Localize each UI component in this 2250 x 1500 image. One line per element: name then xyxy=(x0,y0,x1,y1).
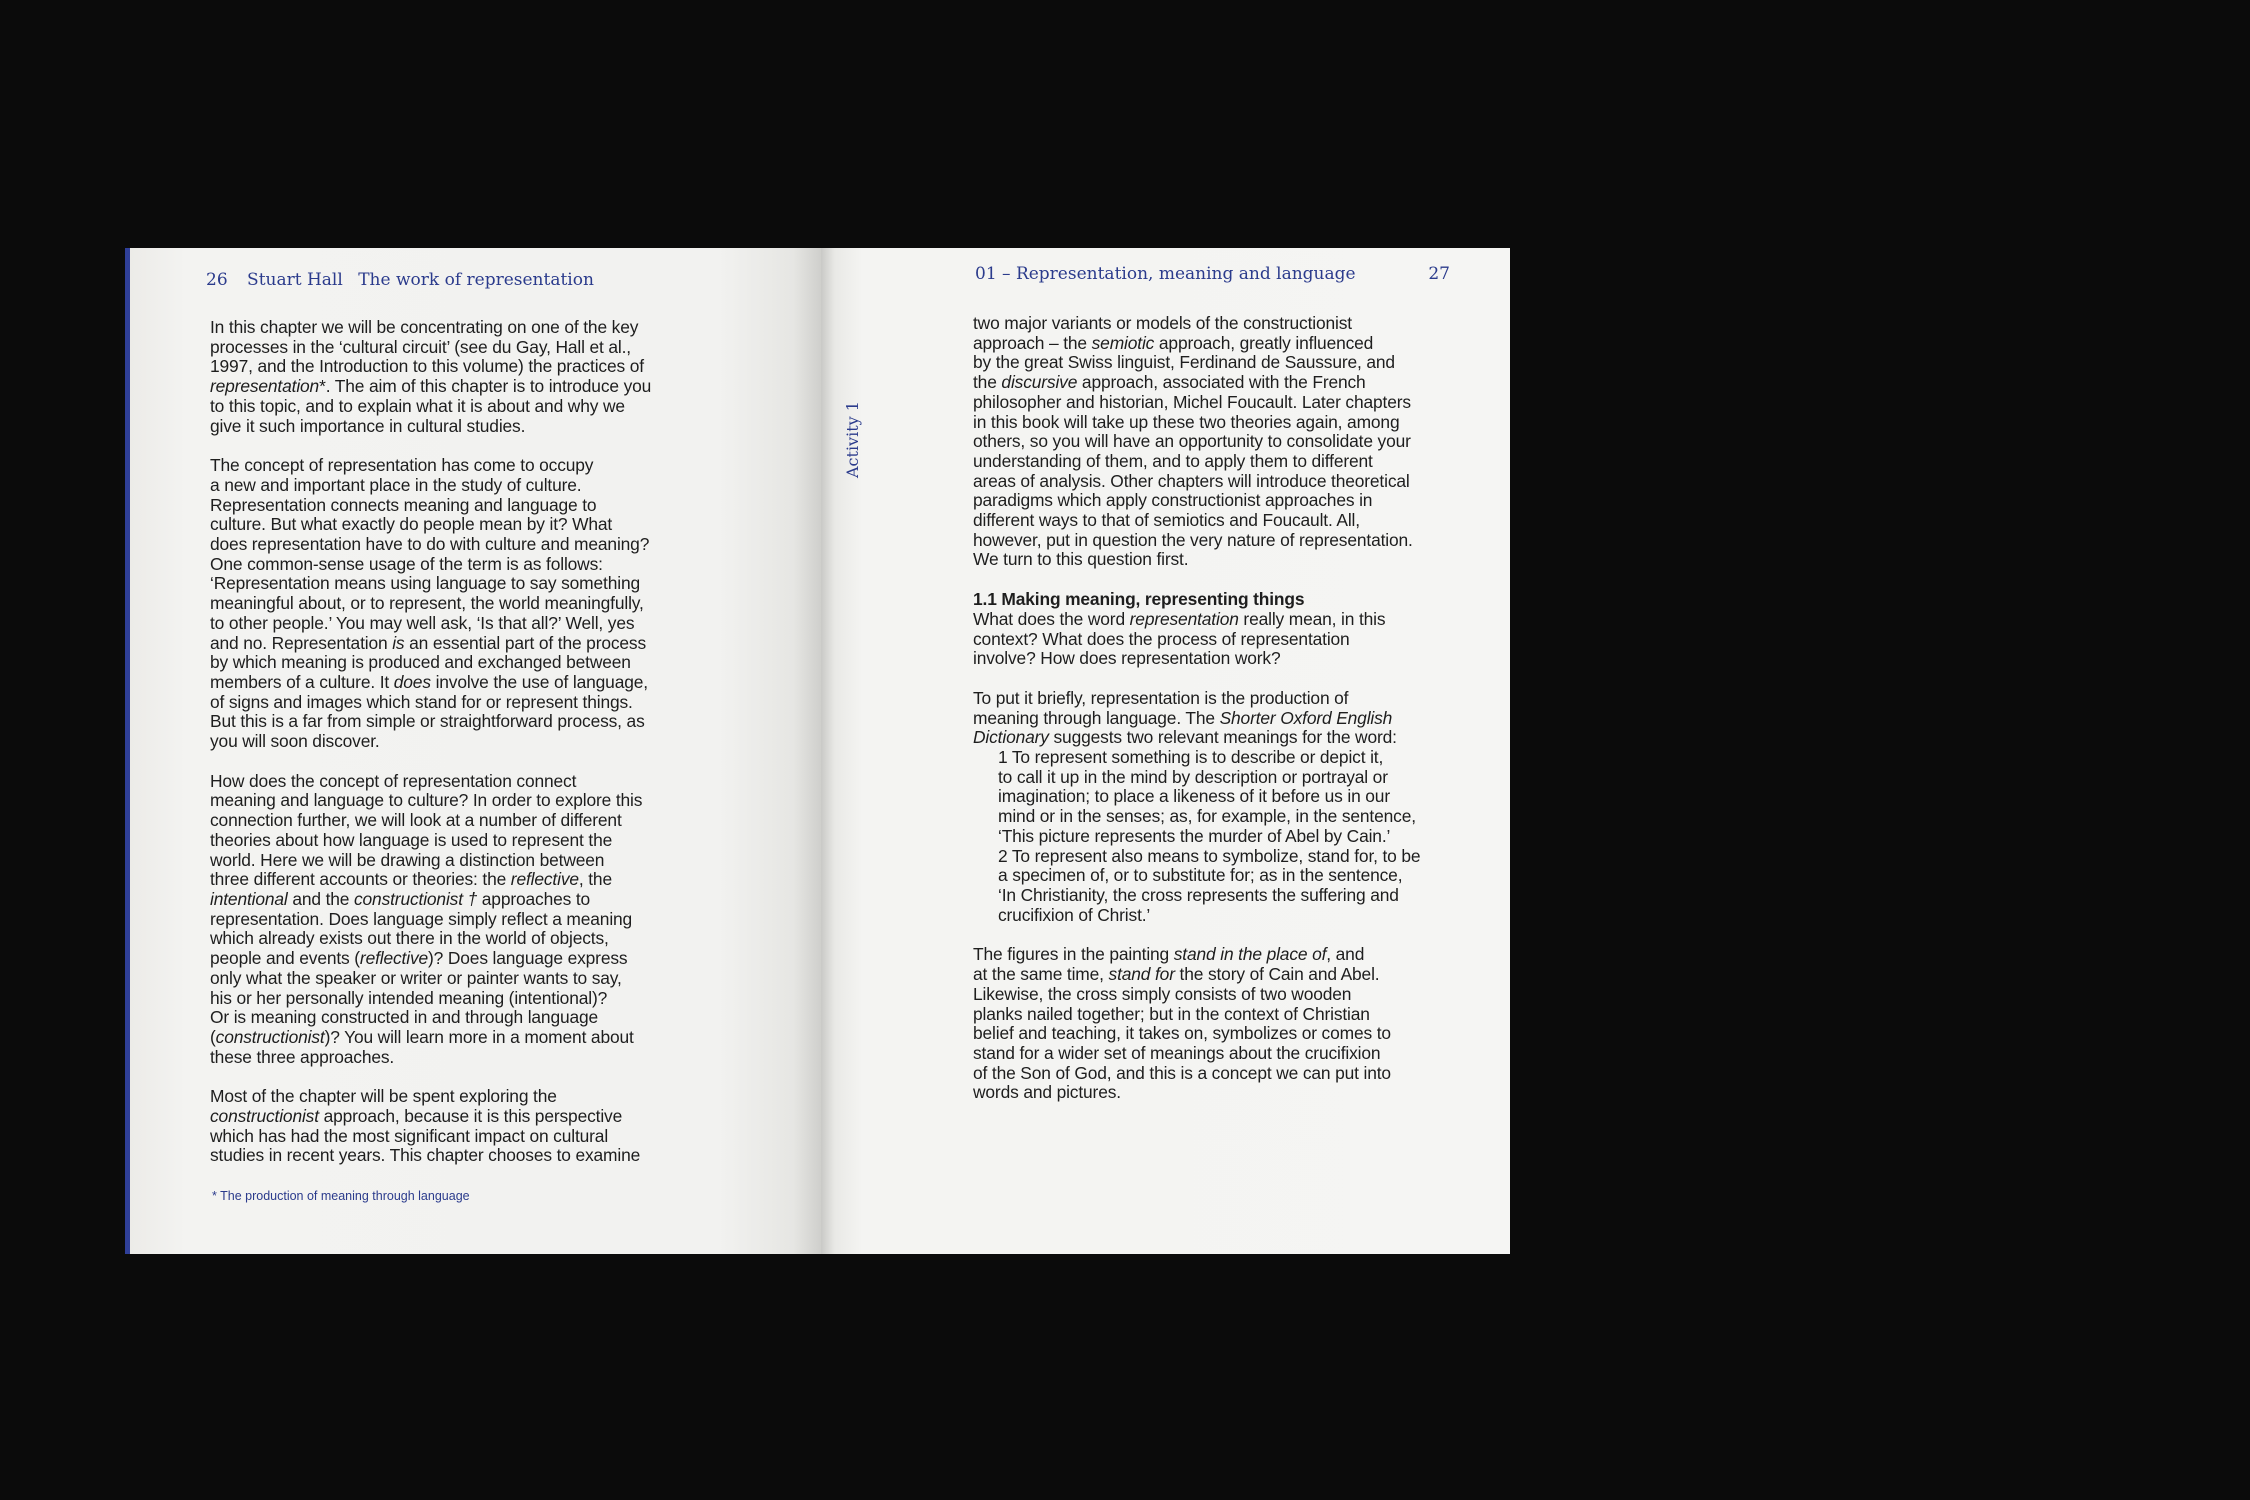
text-run: suggests two relevant meanings for the word: xyxy=(1048,727,1397,748)
text-run: context? What does the process of representation xyxy=(973,628,1350,649)
text-line xyxy=(210,574,710,594)
text-run: Most of the chapter will be spent exploring the xyxy=(210,1086,557,1107)
right-paragraph-1 xyxy=(973,314,1473,570)
text-line xyxy=(210,969,710,989)
emphasis-text: constructionist xyxy=(215,1026,325,1047)
emphasis-text: discursive xyxy=(1001,372,1078,393)
text-run: and the xyxy=(287,888,354,909)
text-run: paradigms which apply constructionist approaches in xyxy=(973,490,1373,511)
right-page-number: 27 xyxy=(1428,264,1450,284)
section-heading: 1.1 Making meaning, representing things xyxy=(973,589,1305,610)
text-run: words and pictures. xyxy=(973,1082,1121,1103)
text-line xyxy=(973,768,1473,788)
text-run: approach, greatly influenced xyxy=(1154,332,1374,353)
text-run: a new and important place in the study of culture. xyxy=(210,474,582,495)
text-run: a specimen of, or to substitute for; as in the sentence, xyxy=(998,865,1403,886)
text-line xyxy=(210,851,710,871)
text-line xyxy=(973,511,1473,531)
text-line xyxy=(973,787,1473,807)
text-line xyxy=(973,866,1473,886)
text-line xyxy=(210,1146,710,1166)
text-run: to call it up in the mind by description or portrayal or xyxy=(998,766,1388,787)
text-run: world. Here we will be drawing a distinction between xyxy=(210,849,605,870)
emphasis-text: constructionist xyxy=(210,1106,319,1127)
text-run: *. The aim of this chapter is to introduce you xyxy=(319,376,652,397)
text-run: approach – the xyxy=(973,332,1092,353)
text-run: to other people.’ You may well ask, ‘Is that all?’ Well, yes xyxy=(210,612,635,633)
text-line xyxy=(973,373,1473,393)
text-run: ‘Representation means using language to say something xyxy=(210,573,640,594)
text-run: processes in the ‘cultural circuit’ (see du Gay, Hall et al., xyxy=(210,336,631,357)
text-run: To put it briefly, representation is the production of xyxy=(973,687,1349,708)
left-paragraph-3 xyxy=(210,772,710,1068)
text-run: and no. Representation xyxy=(210,632,393,653)
text-line xyxy=(210,476,710,496)
text-line xyxy=(973,827,1473,847)
text-run: philosopher and historian, Michel Foucault. Later chapters xyxy=(973,391,1411,412)
text-line xyxy=(210,397,710,417)
text-run: 1 To represent something is to describe or depict it, xyxy=(998,747,1384,768)
text-run: ‘This picture represents the murder of Abel by Cain.’ xyxy=(998,825,1391,846)
text-run: We turn to this question first. xyxy=(973,549,1189,570)
text-run: 1997, and the Introduction to this volume) the practices of xyxy=(210,356,644,377)
text-run: But this is a far from simple or straightforward process, as xyxy=(210,711,645,732)
text-line xyxy=(973,353,1473,373)
text-line xyxy=(973,491,1473,511)
text-line xyxy=(210,1008,710,1028)
text-run: in this book will take up these two theories again, among xyxy=(973,411,1400,432)
text-line xyxy=(210,772,710,792)
text-line xyxy=(210,1048,710,1068)
text-run: , the xyxy=(578,869,612,890)
text-run: )? You will learn more in a moment about xyxy=(324,1026,634,1047)
emphasis-text: stand for xyxy=(1108,964,1175,985)
text-run: Representation connects meaning and language to xyxy=(210,494,597,515)
text-run: his or her personally intended meaning (intentional)? xyxy=(210,987,608,1008)
text-line xyxy=(210,594,710,614)
text-line xyxy=(973,886,1473,906)
text-run: stand for a wider set of meanings about the crucifixion xyxy=(973,1042,1381,1063)
text-run: representation. Does language simply reflect a meaning xyxy=(210,908,633,929)
text-line xyxy=(210,929,710,949)
text-line xyxy=(973,748,1473,768)
right-paragraph-2 xyxy=(973,590,1473,669)
text-run: the story of Cain and Abel. xyxy=(1174,964,1380,985)
text-line xyxy=(973,413,1473,433)
text-line xyxy=(973,945,1473,965)
text-line xyxy=(210,732,710,752)
text-run: What does the word xyxy=(973,608,1130,629)
text-line xyxy=(973,334,1473,354)
text-run: however, put in question the very nature of representation. xyxy=(973,529,1413,550)
text-run: does representation have to do with culture and meaning? xyxy=(210,534,650,555)
left-page-number: 26 xyxy=(206,270,228,290)
text-run: areas of analysis. Other chapters will introduce theoretical xyxy=(973,470,1410,491)
text-line xyxy=(973,393,1473,413)
text-run: planks nailed together; but in the context of Christian xyxy=(973,1003,1370,1024)
text-run: theories about how language is used to represent the xyxy=(210,829,613,850)
text-run: an essential part of the process xyxy=(404,632,647,653)
text-run: give it such importance in cultural studies. xyxy=(210,415,526,436)
text-run: members of a culture. It xyxy=(210,671,394,692)
text-run: culture. But what exactly do people mean by it? What xyxy=(210,514,613,535)
text-line xyxy=(210,811,710,831)
right-paragraph-3 xyxy=(973,689,1473,925)
text-line xyxy=(973,550,1473,570)
left-paragraph-2 xyxy=(210,456,710,752)
text-run: the xyxy=(973,372,1002,393)
text-run: these three approaches. xyxy=(210,1046,395,1067)
emphasis-text: stand in the place of xyxy=(1173,944,1327,965)
right-running-head: 01 – Representation, meaning and language xyxy=(975,264,1356,284)
text-line xyxy=(973,728,1473,748)
text-run: crucifixion of Christ.’ xyxy=(998,904,1151,925)
text-line xyxy=(210,555,710,575)
text-run: people and events ( xyxy=(210,948,360,969)
chapter-title: The work of representation xyxy=(358,270,594,290)
text-line xyxy=(210,673,710,693)
text-run: approaches to xyxy=(477,888,591,909)
text-run: understanding of them, and to apply them to different xyxy=(973,450,1373,471)
text-line xyxy=(973,985,1473,1005)
text-run: The concept of representation has come to occupy xyxy=(210,455,594,476)
text-line xyxy=(210,712,710,732)
text-line xyxy=(973,1064,1473,1084)
text-run: by the great Swiss linguist, Ferdinand de Saussure, and xyxy=(973,352,1395,373)
right-paragraph-4 xyxy=(973,945,1473,1103)
text-line xyxy=(973,452,1473,472)
emphasis-text: Shorter Oxford English xyxy=(1219,707,1393,728)
text-line xyxy=(210,1127,710,1147)
emphasis-text: constructionist † xyxy=(353,888,478,909)
text-line xyxy=(973,1005,1473,1025)
text-line xyxy=(973,709,1473,729)
text-run: meaning through language. The xyxy=(973,707,1220,728)
text-run: ( xyxy=(210,1026,216,1047)
emphasis-text: intentional xyxy=(210,888,288,909)
text-run: of the Son of God, and this is a concept we can put into xyxy=(973,1062,1391,1083)
text-run: only what the speaker or writer or painter wants to say, xyxy=(210,967,622,988)
text-line xyxy=(210,496,710,516)
text-line xyxy=(973,531,1473,551)
text-run: )? Does language express xyxy=(428,948,628,969)
emphasis-text: reflective xyxy=(359,948,429,969)
text-line xyxy=(210,831,710,851)
text-run: involve? How does representation work? xyxy=(973,648,1281,669)
text-run: meaning and language to culture? In order to explore this xyxy=(210,790,643,811)
text-run: How does the concept of representation connect xyxy=(210,770,577,791)
text-line xyxy=(210,456,710,476)
text-run: which already exists out there in the world of objects, xyxy=(210,928,609,949)
text-run: to this topic, and to explain what it is about and why we xyxy=(210,395,625,416)
text-run: ‘In Christianity, the cross represents the suffering and xyxy=(998,884,1399,905)
footnote: * The production of meaning through language xyxy=(212,1189,470,1203)
left-paragraph-1 xyxy=(210,318,710,436)
text-run: connection further, we will look at a number of different xyxy=(210,810,622,831)
text-run: approach, because it is this perspective xyxy=(318,1106,623,1127)
right-body-text xyxy=(973,314,1473,1123)
text-run: imagination; to place a likeness of it before us in our xyxy=(998,786,1390,807)
text-line xyxy=(210,515,710,535)
text-line xyxy=(973,1024,1473,1044)
left-paragraph-4 xyxy=(210,1087,710,1166)
text-line xyxy=(973,906,1473,926)
text-run: of signs and images which stand for or represent things. xyxy=(210,691,633,712)
left-running-head xyxy=(206,270,594,290)
left-page xyxy=(125,248,821,1254)
text-run: by which meaning is produced and exchanged between xyxy=(210,652,631,673)
text-run: you will soon discover. xyxy=(210,731,380,752)
text-line xyxy=(973,847,1473,867)
text-line xyxy=(973,807,1473,827)
text-run: mind or in the senses; as, for example, in the sentence, xyxy=(998,806,1416,827)
text-line xyxy=(210,634,710,654)
emphasis-text: is xyxy=(392,632,405,653)
text-line xyxy=(210,949,710,969)
text-run: 2 To represent also means to symbolize, stand for, to be xyxy=(998,845,1421,866)
text-run: In this chapter we will be concentrating on one of the key xyxy=(210,317,639,337)
text-run: meaningful about, or to represent, the world meaningfully, xyxy=(210,593,644,614)
activity-label-text: Activity 1 xyxy=(843,401,862,478)
left-body-text xyxy=(210,318,710,1186)
text-line xyxy=(973,649,1473,669)
text-line xyxy=(210,910,710,930)
text-line xyxy=(210,338,710,358)
text-line xyxy=(210,417,710,437)
text-line xyxy=(973,472,1473,492)
emphasis-text: representation xyxy=(210,376,320,397)
text-line xyxy=(210,535,710,555)
text-line xyxy=(210,791,710,811)
text-line xyxy=(210,1107,710,1127)
text-line xyxy=(210,989,710,1009)
text-run: different ways to that of semiotics and Foucault. All, xyxy=(973,510,1360,531)
book-spread xyxy=(125,248,1510,1254)
text-run: belief and teaching, it takes on, symbolizes or comes to xyxy=(973,1023,1391,1044)
text-run: One common-sense usage of the term is as follows: xyxy=(210,553,603,574)
text-run: studies in recent years. This chapter chooses to examine xyxy=(210,1145,641,1166)
text-run: which has had the most significant impact on cultural xyxy=(210,1125,609,1146)
text-run: The figures in the painting xyxy=(973,944,1174,965)
text-line xyxy=(210,318,710,338)
text-run: others, so you will have an opportunity to consolidate your xyxy=(973,431,1411,452)
text-line xyxy=(210,1087,710,1107)
text-line xyxy=(210,614,710,634)
text-run: at the same time, xyxy=(973,964,1109,985)
text-line xyxy=(973,965,1473,985)
emphasis-text: representation xyxy=(1129,608,1239,629)
text-line xyxy=(973,432,1473,452)
text-run: Likewise, the cross simply consists of two wooden xyxy=(973,983,1352,1004)
text-line xyxy=(210,1028,710,1048)
text-line xyxy=(210,870,710,890)
emphasis-text: Dictionary xyxy=(973,727,1049,748)
author-name: Stuart Hall xyxy=(247,270,343,290)
text-line xyxy=(973,1083,1473,1103)
text-run: approach, associated with the French xyxy=(1077,372,1366,393)
emphasis-text: does xyxy=(393,671,431,692)
text-line xyxy=(210,653,710,673)
text-line xyxy=(973,610,1473,630)
activity-side-label xyxy=(843,398,873,478)
text-line xyxy=(973,314,1473,334)
text-line xyxy=(973,630,1473,650)
text-line xyxy=(210,890,710,910)
text-run: involve the use of language, xyxy=(430,671,648,692)
emphasis-text: reflective xyxy=(510,869,579,890)
text-run: two major variants or models of the constructionist xyxy=(973,313,1352,333)
text-line xyxy=(973,689,1473,709)
right-page xyxy=(821,248,1510,1254)
emphasis-text: semiotic xyxy=(1091,332,1155,353)
text-run: , and xyxy=(1326,944,1365,965)
text-run: three different accounts or theories: the xyxy=(210,869,511,890)
text-line xyxy=(210,377,710,397)
text-line xyxy=(210,357,710,377)
text-run: really mean, in this xyxy=(1238,608,1386,629)
text-run: Or is meaning constructed in and through language xyxy=(210,1007,599,1028)
text-line xyxy=(210,693,710,713)
text-line xyxy=(973,1044,1473,1064)
